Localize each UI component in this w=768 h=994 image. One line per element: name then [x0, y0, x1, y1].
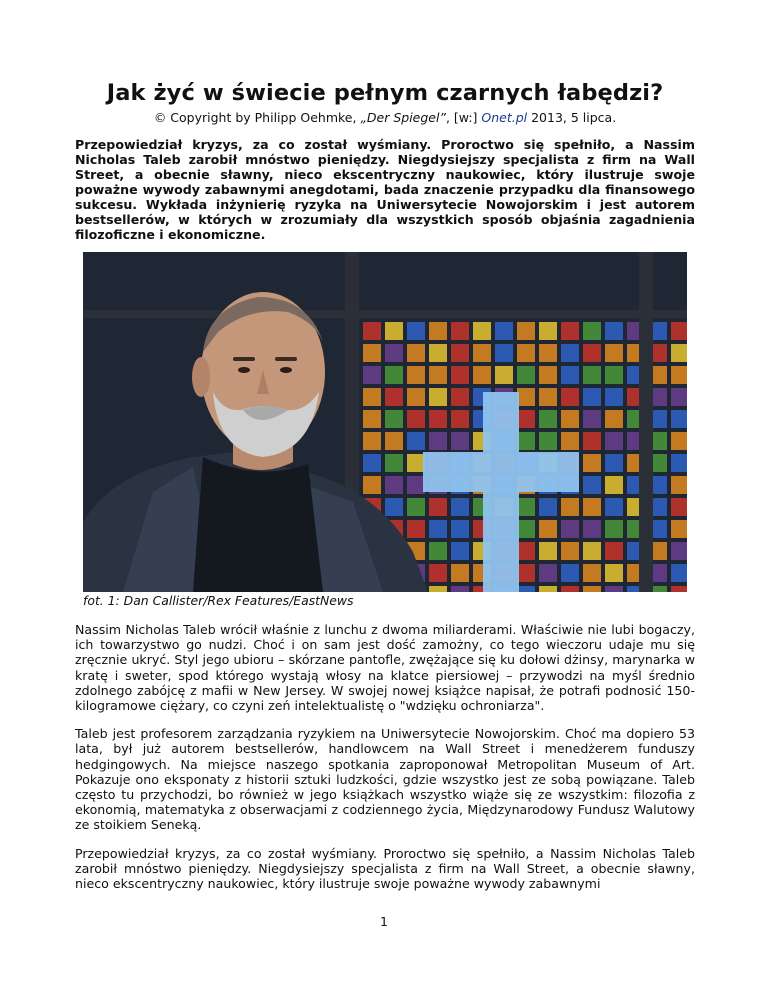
byline	[75, 109, 695, 127]
byline-date: 2013, 5 lipca.	[527, 110, 617, 125]
byline-source: „Der Spiegel”	[360, 110, 446, 125]
lead-paragraph: Przepowiedział kryzys, za co został wyśmiany. Proroctwo się spełniło, a Nassim Nicholas Taleb zarobił mnóstwo pieniędzy. Niegdysiejszy specjalista z firm na Wall Street, a obecnie sławny, nieco ekscentryczny naukowiec, który ilustruje swoje poważne wywody zabawnymi anegdotami, bada znaczenie przypadku dla finansowego sukcesu. Wykłada inżynierię ryzyka na Uniwersytecie Nowojorskim i jest autorem bestsellerów, w których w zrozumiały dla wszystkich sposób objaśnia zagadnienia filozoficzne i ekonomiczne.	[75, 137, 695, 242]
page-number: 1	[380, 914, 388, 929]
photo-caption: fot. 1: Dan Callister/Rex Features/EastNews	[83, 593, 354, 608]
byline-in: , [w:]	[445, 110, 482, 125]
article-photo	[83, 252, 687, 592]
body-paragraph-2: Taleb jest profesorem zarządzania ryzykiem na Uniwersytecie Nowojorskim. Choć ma dopiero 53 lata, był już autorem bestsellerów, handlowcem na Wall Street i menedżerem funduszy hedgingowych. Na miejsce naszego spotkania zaproponował Metropolitan Museum of Art. Pokazuje ono eksponaty z historii sztuki ludzkości, gdzie wszystko jest ze sobą powiązane. Taleb często tu przychodzi, bo również w jego książkach wszystko wiąże się ze wszystkim: filozofia z ekonomią, matematyka z obserwacjami z codziennego życia, Międzynarodowy Fundusz Walutowy ze stoikiem Seneką.	[75, 726, 695, 833]
onet-link[interactable]: Onet.pl	[481, 110, 528, 125]
body-paragraph-1: Nassim Nicholas Taleb wrócił właśnie z lunchu z dwoma miliarderami. Właściwie nie lubi bogaczy, ich towarzystwo go nudzi. Choć i on sam jest dość zamożny, co tego wieczoru udaje mu się zręcznie ukryć. Styl jego ubioru – skórzane pantofle, zwężające się ku dołowi dżinsy, marynarka w kratę i sweter, spod którego wystają włosy na klatce piersiowej – przywodzi na myśl średnio zdolnego zabójcę z mafii w New Jersey. W swojej nowej książce napisał, że potrafi podnosić 150-kilogramowe ciężary, co czyni zeń intelektualistę o "wdzięku ochroniarza".	[75, 622, 695, 714]
article-title: Jak żyć w świecie pełnym czarnych łabędzi?	[106, 80, 664, 106]
portrait-photo	[83, 252, 687, 592]
byline-copyright: © Copyright by Philipp Oehmke,	[153, 110, 361, 125]
document-page	[75, 78, 695, 891]
body-paragraph-3: Przepowiedział kryzys, za co został wyśmiany. Proroctwo się spełniło, a Nassim Nicholas Taleb zarobił mnóstwo pieniędzy. Niegdysiejszy specjalista z firm na Wall Street, a obecnie sławny, nieco ekscentryczny naukowiec, który ilustruje swoje poważne wywody zabawnymi	[75, 845, 695, 892]
